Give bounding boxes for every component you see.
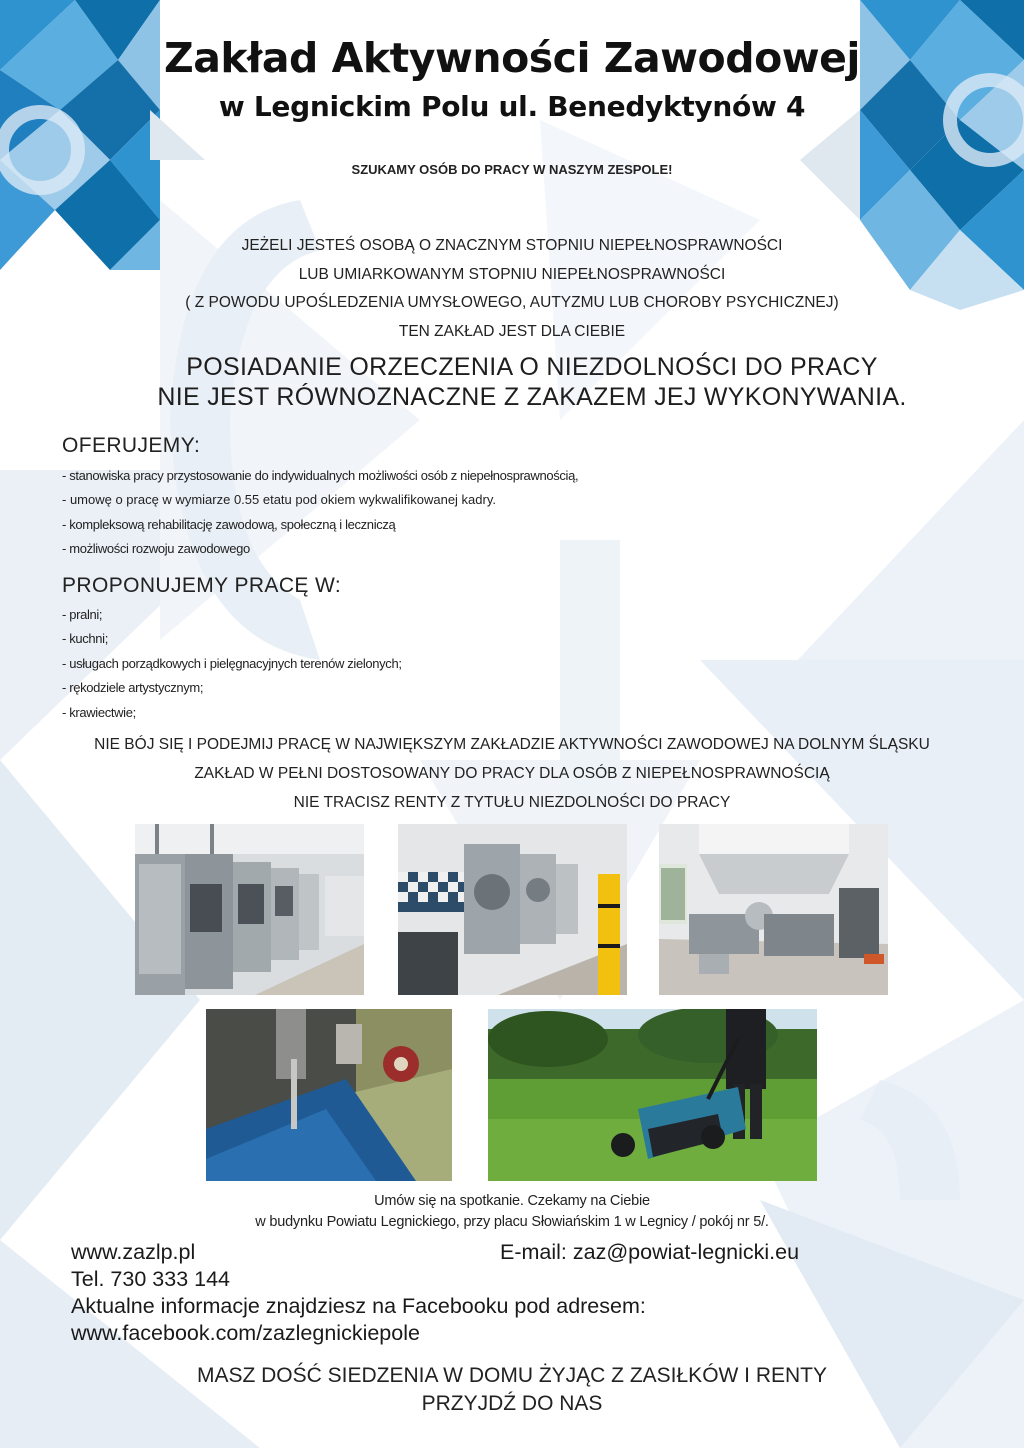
tagline: SZUKAMY OSÓB DO PRACY W NASZYM ZESPOLE! (351, 162, 673, 177)
target-group-line: JEŻELI JESTEŚ OSOBĄ O ZNACZNYM STOPNIU NIEPEŁNOSPRAWNOŚCI (241, 237, 783, 254)
lawn-mowing-photo (488, 1009, 817, 1181)
meeting-info (0, 1191, 1024, 1233)
list-item: - stanowiska pracy przystosowanie do indywidualnych możliwości osób z niepełnosprawnością, (62, 468, 579, 483)
facebook-info: Aktualne informacje znajdziesz na Facebooku pod adresem: (71, 1294, 646, 1318)
sewing-machine-photo (206, 1009, 452, 1181)
list-item: - pralni; (62, 607, 103, 622)
closing-line: MASZ DOŚĆ SIEDZENIA W DOMU ŻYJĄC Z ZASIŁKÓW I RENTY (196, 1364, 828, 1387)
meeting-line: w budynku Powiatu Legnickiego, przy placu Słowiańskim 1 w Legnicy / pokój nr 5/. (255, 1214, 769, 1230)
target-group-line: LUB UMIARKOWANYM STOPNIU NIEPEŁNOSPRAWNOŚCI (298, 265, 726, 283)
page-title: Zakład Aktywności Zawodowej (164, 34, 860, 82)
email-link[interactable]: E-mail: zaz@powiat-legnicki.eu (500, 1240, 800, 1264)
key-statement-line: NIE JEST RÓWNOZNACZNE Z ZAKAZEM JEJ WYKONYWANIA. (157, 383, 907, 411)
list-item: - kompleksową rehabilitację zawodową, społeczną i leczniczą (62, 516, 396, 532)
list-item: - możliwości rozwoju zawodowego (62, 541, 250, 557)
offer-list (62, 464, 578, 562)
laundry-room-photo (398, 824, 627, 995)
encouragement-block (0, 733, 1024, 820)
phone-number: Tel. 730 333 144 (71, 1267, 230, 1291)
target-group-line: ( Z POWODU UPOŚLEDZENIA UMYSŁOWEGO, AUTYZMU LUB CHOROBY PSYCHICZNEJ) (185, 294, 839, 311)
facebook-link[interactable]: www.facebook.com/zazlegnickiepole (71, 1321, 420, 1345)
website-link[interactable]: www.zazlp.pl (71, 1240, 196, 1264)
page-subtitle-address: w Legnickim Polu ul. Benedyktynów 4 (218, 90, 806, 123)
encouragement-line: NIE BÓJ SIĘ I PODEJMIJ PRACĘ W NAJWIĘKSZYM ZAKŁADZIE AKTYWNOŚCI ZAWODOWEJ NA DOLNYM ŚLĄSKU (94, 736, 930, 753)
encouragement-line: NIE TRACISZ RENTY Z TYTUŁU NIEZDOLNOŚCI DO PRACY (293, 794, 731, 811)
list-item: - usługach porządkowych i pielęgnacyjnych terenów zielonych; (62, 655, 402, 671)
key-statement (0, 352, 1024, 412)
target-group-block (0, 234, 1024, 348)
list-item: - rękodziele artystycznym; (62, 680, 204, 696)
closing-message (0, 1362, 1024, 1418)
kitchen-photo (659, 824, 888, 995)
list-item: - kuchni; (62, 631, 108, 647)
key-statement-line: POSIADANIE ORZECZENIA O NIEZDOLNOŚCI DO PRACY (186, 353, 878, 381)
list-item: - umowę o pracę w wymiarze 0.55 etatu pod okiem wykwalifikowanej kadry. (62, 492, 496, 508)
work-areas-list (62, 603, 402, 725)
closing-line: PRZYJDŹ DO NAS (421, 1392, 603, 1415)
meeting-line: Umów się na spotkanie. Czekamy na Ciebie (374, 1193, 650, 1209)
laundry-machines-photo (135, 824, 364, 995)
target-group-line: TEN ZAKŁAD JEST DLA CIEBIE (398, 322, 626, 340)
work-areas-heading: PROPONUJEMY PRACĘ W: (62, 574, 342, 597)
encouragement-line: ZAKŁAD W PEŁNI DOSTOSOWANY DO PRACY DLA OSÓB Z NIEPEŁNOSPRAWNOŚCIĄ (194, 765, 830, 782)
offer-heading: OFERUJEMY: (62, 434, 201, 457)
list-item: - krawiectwie; (62, 704, 136, 720)
